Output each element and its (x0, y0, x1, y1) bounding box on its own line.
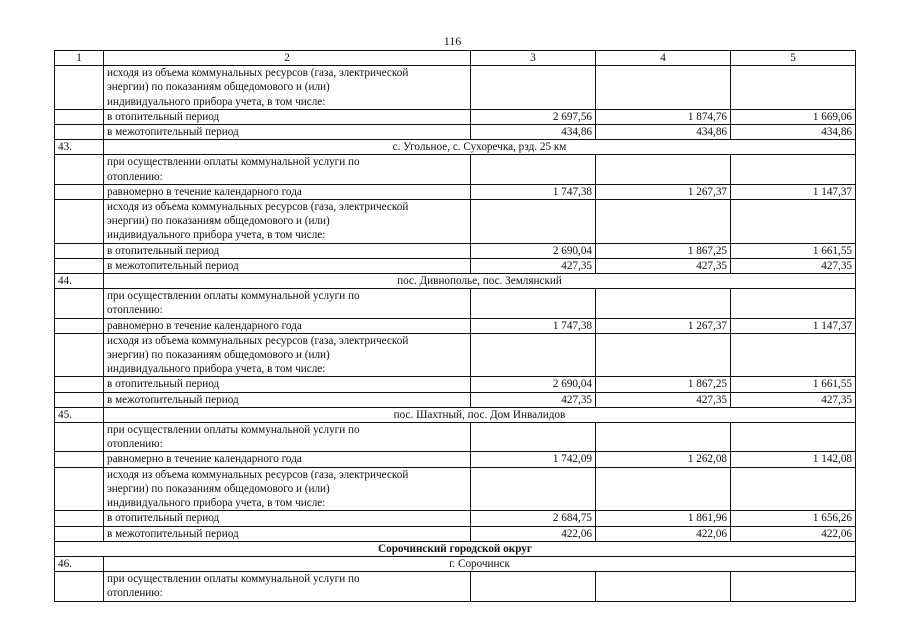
cell-index-empty (55, 184, 104, 199)
table-row-value (55, 184, 856, 199)
row-description (104, 200, 471, 244)
table-row-settlement (55, 140, 856, 155)
settlement-index: 44. (55, 274, 104, 289)
value-col-5: 422,06 (731, 526, 856, 541)
cell-col4-empty (596, 333, 731, 377)
table-row-value (55, 526, 856, 541)
cell-index-empty (55, 258, 104, 273)
description-line: энергии) по показаниям общедомового и (или) (107, 215, 330, 228)
row-label: в отопительный период (104, 243, 471, 258)
row-description (104, 155, 471, 184)
cell-col4-empty (596, 289, 731, 318)
cell-index-empty (55, 452, 104, 467)
description-line: исходя из объема коммунальных ресурсов (газа, электрической (107, 468, 409, 481)
table-row-settlement (55, 274, 856, 289)
settlement-index: 43. (55, 140, 104, 155)
value-col-5: 1 656,26 (731, 511, 856, 526)
row-label: в отопительный период (104, 511, 471, 526)
cell-index-empty (55, 125, 104, 140)
cell-col4-empty (596, 155, 731, 184)
cell-index-empty (55, 109, 104, 124)
cell-index-empty (55, 243, 104, 258)
cell-col4-empty (596, 467, 731, 511)
cell-index-empty (55, 467, 104, 511)
row-description (104, 66, 471, 110)
table-row-value (55, 511, 856, 526)
row-label: в межотопительный период (104, 526, 471, 541)
table-row-value (55, 318, 856, 333)
description-line: исходя из объема коммунальных ресурсов (газа, электрической (107, 334, 409, 347)
cell-col5-empty (731, 423, 856, 452)
value-col-4: 1 267,37 (596, 184, 731, 199)
table-row-settlement (55, 407, 856, 422)
value-col-5: 1 147,37 (731, 318, 856, 333)
cell-index-empty (55, 572, 104, 601)
description-line: энергии) по показаниям общедомового и (или) (107, 349, 330, 362)
value-col-3: 1 747,38 (471, 318, 596, 333)
cell-col4-empty (596, 200, 731, 244)
cell-index-empty (55, 155, 104, 184)
cell-index-empty (55, 318, 104, 333)
row-description (104, 572, 471, 601)
table-row-description (55, 66, 856, 110)
description-line: при осуществлении оплаты коммунальной услуги по (107, 424, 360, 437)
cell-index-empty (55, 333, 104, 377)
settlement-title: пос. Дивнополье, пос. Землянский (104, 274, 856, 289)
row-label: равномерно в течение календарного года (104, 184, 471, 199)
description-line: при осуществлении оплаты коммунальной услуги по (107, 573, 360, 586)
header-col-3: 3 (471, 51, 596, 66)
row-label: равномерно в течение календарного года (104, 452, 471, 467)
description-line: отоплению: (107, 170, 163, 183)
cell-col5-empty (731, 333, 856, 377)
table-row-description (55, 289, 856, 318)
cell-col3-empty (471, 333, 596, 377)
value-col-4: 1 867,25 (596, 243, 731, 258)
table-row-description (55, 572, 856, 601)
settlement-title: с. Угольное, с. Сухоречка, рзд. 25 км (104, 140, 856, 155)
value-col-3: 1 742,09 (471, 452, 596, 467)
value-col-4: 427,35 (596, 392, 731, 407)
value-col-3: 427,35 (471, 258, 596, 273)
value-col-5: 1 669,06 (731, 109, 856, 124)
header-col-2: 2 (104, 51, 471, 66)
tariff-table (54, 50, 856, 602)
description-line: энергии) по показаниям общедомового и (или) (107, 482, 330, 495)
value-col-3: 434,86 (471, 125, 596, 140)
row-description (104, 423, 471, 452)
header-col-1: 1 (55, 51, 104, 66)
value-col-4: 1 861,96 (596, 511, 731, 526)
cell-col5-empty (731, 289, 856, 318)
row-label: в отопительный период (104, 377, 471, 392)
cell-col4-empty (596, 66, 731, 110)
table-row-value (55, 392, 856, 407)
value-col-3: 2 690,04 (471, 377, 596, 392)
description-line: отоплению: (107, 304, 163, 317)
cell-index-empty (55, 66, 104, 110)
cell-index-empty (55, 392, 104, 407)
cell-index-empty (55, 423, 104, 452)
description-line: при осуществлении оплаты коммунальной услуги по (107, 156, 360, 169)
table-row-value (55, 125, 856, 140)
description-line: индивидуального прибора учета, в том числе: (107, 95, 326, 108)
description-line: индивидуального прибора учета, в том числе: (107, 363, 326, 376)
row-description (104, 289, 471, 318)
table-row-value (55, 377, 856, 392)
header-col-4: 4 (596, 51, 731, 66)
table-row-value (55, 109, 856, 124)
description-line: исходя из объема коммунальных ресурсов (газа, электрической (107, 67, 409, 80)
table-row-settlement (55, 556, 856, 571)
table-row-description (55, 467, 856, 511)
row-description (104, 467, 471, 511)
value-col-4: 1 867,25 (596, 377, 731, 392)
value-col-4: 1 262,08 (596, 452, 731, 467)
value-col-3: 2 684,75 (471, 511, 596, 526)
settlement-title: пос. Шахтный, пос. Дом Инвалидов (104, 407, 856, 422)
table-row-value (55, 243, 856, 258)
row-label: в межотопительный период (104, 125, 471, 140)
cell-col3-empty (471, 467, 596, 511)
settlement-title: г. Сорочинск (104, 556, 856, 571)
value-col-5: 1 147,37 (731, 184, 856, 199)
row-description (104, 333, 471, 377)
value-col-5: 434,86 (731, 125, 856, 140)
district-title: Сорочинский городской округ (55, 541, 856, 556)
cell-index-empty (55, 200, 104, 244)
value-col-3: 2 697,56 (471, 109, 596, 124)
value-col-5: 1 142,08 (731, 452, 856, 467)
page-number: 116 (443, 34, 462, 48)
value-col-3: 1 747,38 (471, 184, 596, 199)
value-col-4: 434,86 (596, 125, 731, 140)
description-line: индивидуального прибора учета, в том числе: (107, 497, 326, 510)
value-col-5: 427,35 (731, 392, 856, 407)
table-row-description (55, 155, 856, 184)
cell-index-empty (55, 289, 104, 318)
settlement-index: 45. (55, 407, 104, 422)
cell-col4-empty (596, 572, 731, 601)
description-line: отоплению: (107, 587, 163, 600)
row-label: равномерно в течение календарного года (104, 318, 471, 333)
table-row-description (55, 333, 856, 377)
table-row-value (55, 258, 856, 273)
description-line: энергии) по показаниям общедомового и (или) (107, 81, 330, 94)
header-col-5: 5 (731, 51, 856, 66)
description-line: при осуществлении оплаты коммунальной услуги по (107, 290, 360, 303)
cell-col5-empty (731, 467, 856, 511)
table-body (55, 51, 856, 602)
value-col-4: 427,35 (596, 258, 731, 273)
cell-index-empty (55, 511, 104, 526)
cell-col3-empty (471, 423, 596, 452)
table-row-description (55, 423, 856, 452)
row-label: в межотопительный период (104, 392, 471, 407)
value-col-4: 1 874,76 (596, 109, 731, 124)
row-label: в межотопительный период (104, 258, 471, 273)
row-label: в отопительный период (104, 109, 471, 124)
table-row-value (55, 452, 856, 467)
cell-col3-empty (471, 572, 596, 601)
description-line: исходя из объема коммунальных ресурсов (газа, электрической (107, 201, 409, 214)
cell-col5-empty (731, 66, 856, 110)
value-col-3: 422,06 (471, 526, 596, 541)
cell-col3-empty (471, 289, 596, 318)
table-row-description (55, 200, 856, 244)
cell-col3-empty (471, 155, 596, 184)
cell-index-empty (55, 526, 104, 541)
value-col-3: 2 690,04 (471, 243, 596, 258)
cell-col3-empty (471, 200, 596, 244)
cell-col4-empty (596, 423, 731, 452)
table-row-district (55, 541, 856, 556)
cell-col3-empty (471, 66, 596, 110)
value-col-4: 422,06 (596, 526, 731, 541)
value-col-3: 427,35 (471, 392, 596, 407)
cell-index-empty (55, 377, 104, 392)
cell-col5-empty (731, 155, 856, 184)
value-col-4: 1 267,37 (596, 318, 731, 333)
value-col-5: 1 661,55 (731, 377, 856, 392)
value-col-5: 1 661,55 (731, 243, 856, 258)
description-line: отоплению: (107, 438, 163, 451)
cell-col5-empty (731, 200, 856, 244)
settlement-index: 46. (55, 556, 104, 571)
value-col-5: 427,35 (731, 258, 856, 273)
description-line: индивидуального прибора учета, в том числе: (107, 229, 326, 242)
table-header-row (55, 51, 856, 66)
cell-col5-empty (731, 572, 856, 601)
